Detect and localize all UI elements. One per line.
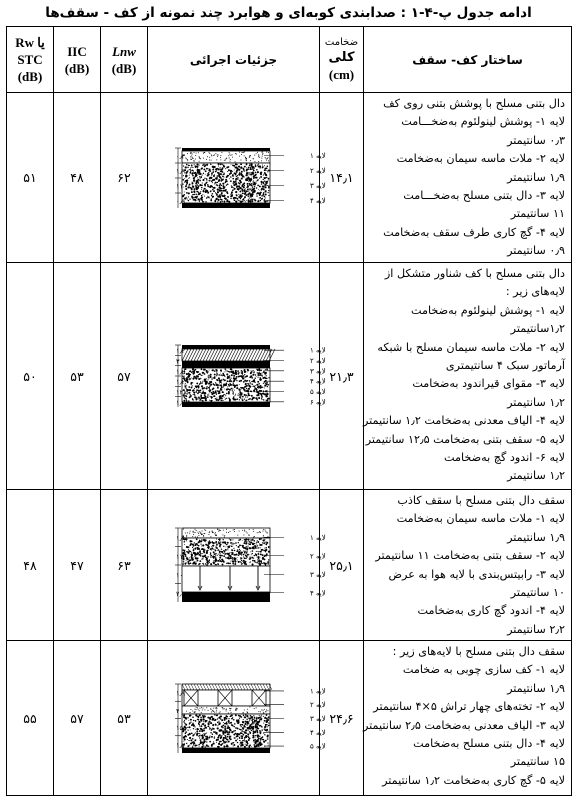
layer-label: لایه ۲ [309,166,326,175]
header-rw-label2: STC [17,52,43,67]
description-line: ۱٫۹ سانتیمتر [507,530,565,544]
description-line: لایه ۳- الیاف معدنی به‌ضخامت ۲٫۵ سانتیمتر [362,718,565,732]
description-line: لایه ۱- پوشش لینولئوم به‌ضخـــامت [401,115,565,129]
table-title: ادامه جدول پ-۴-۱ : صدابندی کوبه‌ای و هوابرد چند نمونه از کف - سقف‌ها [45,5,532,21]
description-line: ۱٫۹ سانتیمتر [507,681,565,695]
iic-value: ۵۷ [54,641,101,796]
description-line: ۰٫۳ سانتیمتر [507,133,565,147]
total-thickness: ۱۴٫۱ [320,93,364,263]
header-iic [54,27,101,93]
construction-detail [148,641,326,796]
layer-label: لایه ۴ [309,728,326,737]
layer-6 [182,402,270,407]
layer-label: لایه ۳ [309,714,326,723]
layer-5 [182,748,270,753]
description-line: لایه ۱- پوشش لینولئوم به‌ضخامت [411,303,565,317]
layer-4 [182,714,270,748]
total-thickness: ۲۵٫۱ [320,490,364,641]
description-line: ۱۱ سانتیمتر [510,207,565,221]
table-row [7,263,572,490]
dimension-label: ۰٫۹ [175,197,185,205]
description-line: لایه ۵- سقف بتنی به‌ضخامت ۱۲٫۵ سانتیمتر [365,432,565,446]
iic-value: ۴۷ [54,490,101,641]
table-row [7,93,572,263]
layer-label: لایه ۱ [309,346,326,355]
description-line: لایه ۲- سقف بتنی به‌ضخامت ۱۱ سانتیمتر [375,549,565,563]
description-line: سقف دال بتنی مسلح با سقف کاذب [397,494,565,507]
description-line: ۱٫۲سانتیمتر [510,322,565,336]
layer-label: لایه ۳ [309,181,326,190]
description-line: ۱٫۲ سانتیمتر [507,469,565,483]
header-structure: ساختار کف- سقف [364,27,572,93]
dimension-label: ۱٫۲ [175,740,185,749]
header-thickness-top: ضخامت [324,37,359,48]
header-iic-unit: (dB) [64,60,90,76]
description-line: لایه ۴- گچ کاری طرف سقف به‌ضخامت [383,225,565,239]
description-line: لایه ۶- اندود گچ به‌ضخامت [443,450,565,464]
description-line: لایه ۳- دال بتنی مسلح به‌ضخـــامت [403,188,565,202]
layer-1 [182,684,272,690]
description-line: دال بتنی مسلح با پوشش بتنی روی کف [383,97,565,110]
description-line: سقف دال بتنی مسلح با لایه‌های زیر : [392,645,565,658]
header-rw-label: Rw یا [15,35,45,50]
dimension-label: ۴ [175,706,179,715]
header-details: جزئیات اجرائی [148,27,320,93]
floor-ceiling-table [6,26,572,796]
table-row [7,641,572,796]
description-line: لایه ۴- الیاف معدنی به‌ضخامت ۱٫۲ سانتیمتر [362,414,565,428]
description-line: لایه ۴- دال بتنی مسلح به‌ضخامت [413,736,565,750]
dimension-label: ۱٫۲ [175,398,185,407]
description-line: دال بتنی مسلح با کف شناور متشکل از [384,267,565,280]
description-line: ۱۵ سانتیمتر [510,755,565,769]
description-line: ۱٫۹ سانتیمتر [507,170,565,184]
structure-description [364,490,572,641]
lnw-value: ۶۳ [101,490,148,641]
description-line: لایه ۲- ملات ماسه سیمان به‌ضخامت [396,152,565,166]
dimension-label: ۱٫۲ [175,378,185,387]
description-line: ۱۰ سانتیمتر [510,585,565,599]
description-line: لایه ۲- تخته‌های چهار تراش ۵×۴ سانتیمتر [373,700,565,714]
section-drawing [152,141,326,215]
table-row [7,490,572,641]
header-thickness [320,27,364,93]
description-line: آرماتور سبک ۴ سانتیمتری [445,358,565,372]
total-thickness: ۲۱٫۳ [320,263,364,490]
dimension-label: ۱٫۹ [175,689,185,698]
description-line: لایه ۱- ملات ماسه سیمان به‌ضخامت [396,512,565,526]
layer-2 [182,349,275,361]
total-thickness: ۲۴٫۶ [320,641,364,796]
construction-detail [148,263,326,490]
description-line: لایه‌های زیر : [505,285,565,299]
layer-label: لایه ۴ [309,196,326,205]
layer-label: لایه ۱ [309,686,326,695]
layer-5 [182,368,270,402]
layer-label: لایه ۴ [309,377,326,386]
header-thickness-main: کلی [328,50,355,65]
layer-label: لایه ۳ [309,367,326,376]
layer-1 [182,345,270,349]
section-drawing [152,521,326,609]
layer-3 [181,162,269,202]
layer-label: لایه ۲ [309,552,326,561]
header-iic-label: IIC [67,43,87,59]
iic-value: ۴۸ [54,93,101,263]
layer-3 [182,706,270,714]
layer-4 [182,364,270,368]
dimension-label: ۱۰ [175,571,183,580]
header-lnw-unit: (dB) [111,60,137,76]
rw-value: ۵۵ [7,641,54,796]
layer-2 [182,690,270,706]
dimension-label: ۱۱ [175,182,183,190]
dimension-label: ۱٫۹ [175,534,185,543]
dimension-label: ۰٫۳ [175,152,185,160]
dimension-label: ۱۱ [175,552,183,561]
header-rw [7,27,54,93]
layer-label: لایه ۴ [309,589,326,598]
header-row [7,27,572,93]
construction-detail [148,490,326,641]
layer-3 [182,361,270,364]
layer-1 [182,528,270,538]
layer-label: لایه ۲ [309,357,326,365]
lnw-value: ۶۲ [101,93,148,263]
layer-label: لایه ۶ [309,398,326,407]
description-line: لایه ۱- کف سازی چوبی به ضخامت [402,663,565,677]
dimension-label: ۱۵ [175,723,183,732]
section-drawing [152,677,326,760]
description-line: لایه ۳- رابیتس‌بندی با لایه هوا به عرض [388,567,565,581]
structure-description [364,263,572,490]
section-drawing [152,338,326,414]
construction-detail [148,93,326,263]
dimension-label: ۱٫۲ [175,347,185,356]
dimension-label: ۱٫۲ [175,367,185,376]
header-rw-unit: (dB) [17,69,43,84]
structure-description [364,93,572,263]
dimension-label: ۳ [175,357,179,366]
description-line: ۱٫۲ سانتیمتر [507,395,565,409]
description-line: لایه ۲- ملات ماسه سیمان مسلح با شبکه [377,340,565,354]
layer-label: لایه ۱ [309,533,326,542]
rw-value: ۵۰ [7,263,54,490]
header-thickness-unit: (cm) [328,67,355,82]
description-line: ۲٫۲ سانتیمتر [507,622,565,636]
structure-description [364,641,572,796]
description-line: ۰٫۹ سانتیمتر [507,244,565,258]
header-lnw [101,27,148,93]
layer-label: لایه ۱ [309,151,326,160]
layer-2 [182,151,270,163]
layer-4 [182,592,270,602]
layer-1 [182,148,270,151]
layer-2 [182,538,270,566]
lnw-value: ۵۳ [101,641,148,796]
dimension-label: ۲٫۲ [175,589,185,598]
description-line: لایه ۵- گچ کاری به‌ضخامت ۱٫۲ سانتیمتر [382,773,565,787]
description-line: لایه ۳- مقوای قیراندود به‌ضخامت [412,377,565,391]
rw-value: ۵۱ [7,93,54,263]
layer-label: لایه ۳ [309,570,326,579]
description-line: لایه ۴- اندود گچ کاری به‌ضخامت [417,604,565,618]
layer-label: لایه ۲ [309,700,326,709]
dimension-label: ۱۲٫۵ [175,388,189,397]
layer-label: لایه ۵ [309,742,326,751]
layer-3 [182,566,270,592]
layer-label: لایه ۵ [309,388,326,396]
layer-4 [182,203,270,208]
header-lnw-label: Lnw [112,43,136,59]
lnw-value: ۵۷ [101,263,148,490]
dimension-label: ۱٫۹ [175,167,185,175]
rw-value: ۴۸ [7,490,54,641]
iic-value: ۵۳ [54,263,101,490]
